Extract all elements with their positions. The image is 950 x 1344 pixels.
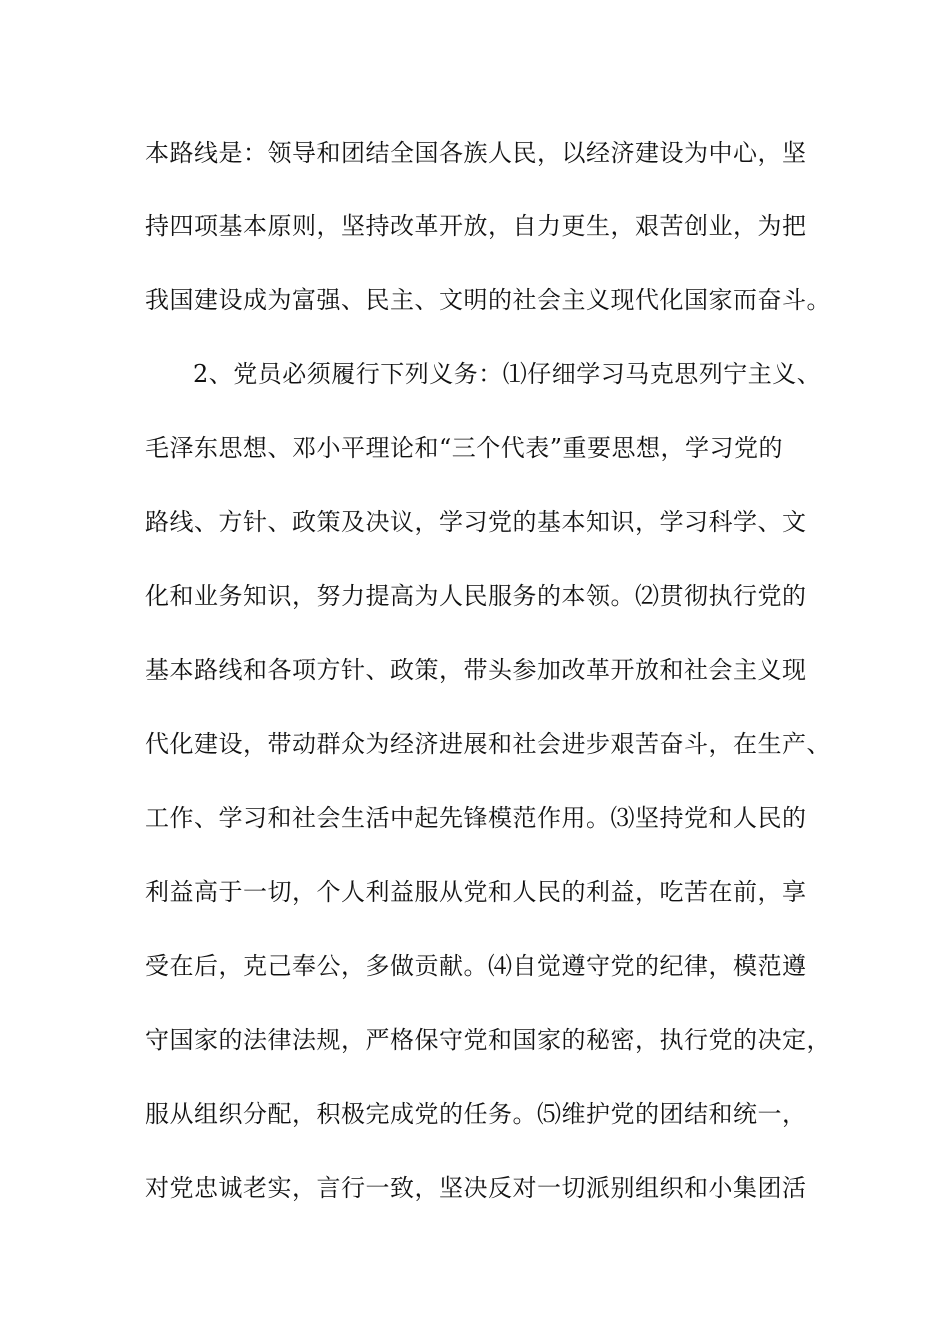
text-line: 受在后，克己奉公，多做贡献。⑷自觉遵守党的纪律，模范遵 [145, 952, 807, 980]
text-line: 基本路线和各项方针、政策，带头参加改革开放和社会主义现 [145, 656, 807, 684]
text-line: 服从组织分配，积极完成党的任务。⑸维护党的团结和统一， [145, 1100, 807, 1128]
text-line: 持四项基本原则，坚持改革开放，自力更生，艰苦创业，为把 [145, 212, 807, 240]
text-line: 利益高于一切，个人利益服从党和人民的利益，吃苦在前，享 [145, 878, 807, 906]
text-line: 2、党员必须履行下列义务：⑴仔细学习马克思列宁主义、 [193, 360, 822, 388]
text-line: 工作、学习和社会生活中起先锋模范作用。⑶坚持党和人民的 [145, 804, 807, 832]
text-line: 路线、方针、政策及决议，学习党的基本知识，学习科学、文 [145, 508, 807, 536]
text-line: 我国建设成为富强、民主、文明的社会主义现代化国家而奋斗。 [145, 286, 831, 314]
text-line: 守国家的法律法规，严格保守党和国家的秘密，执行党的决定， [145, 1026, 831, 1054]
text-line: 毛泽东思想、邓小平理论和“三个代表”重要思想，学习党的 [145, 434, 784, 462]
text-line: 代化建设，带动群众为经济进展和社会进步艰苦奋斗，在生产、 [145, 730, 831, 758]
text-line: 化和业务知识，努力提高为人民服务的本领。⑵贯彻执行党的 [145, 582, 807, 610]
text-line: 对党忠诚老实，言行一致，坚决反对一切派别组织和小集团活 [145, 1174, 807, 1202]
text-line: 本路线是：领导和团结全国各族人民，以经济建设为中心，坚 [145, 139, 807, 167]
